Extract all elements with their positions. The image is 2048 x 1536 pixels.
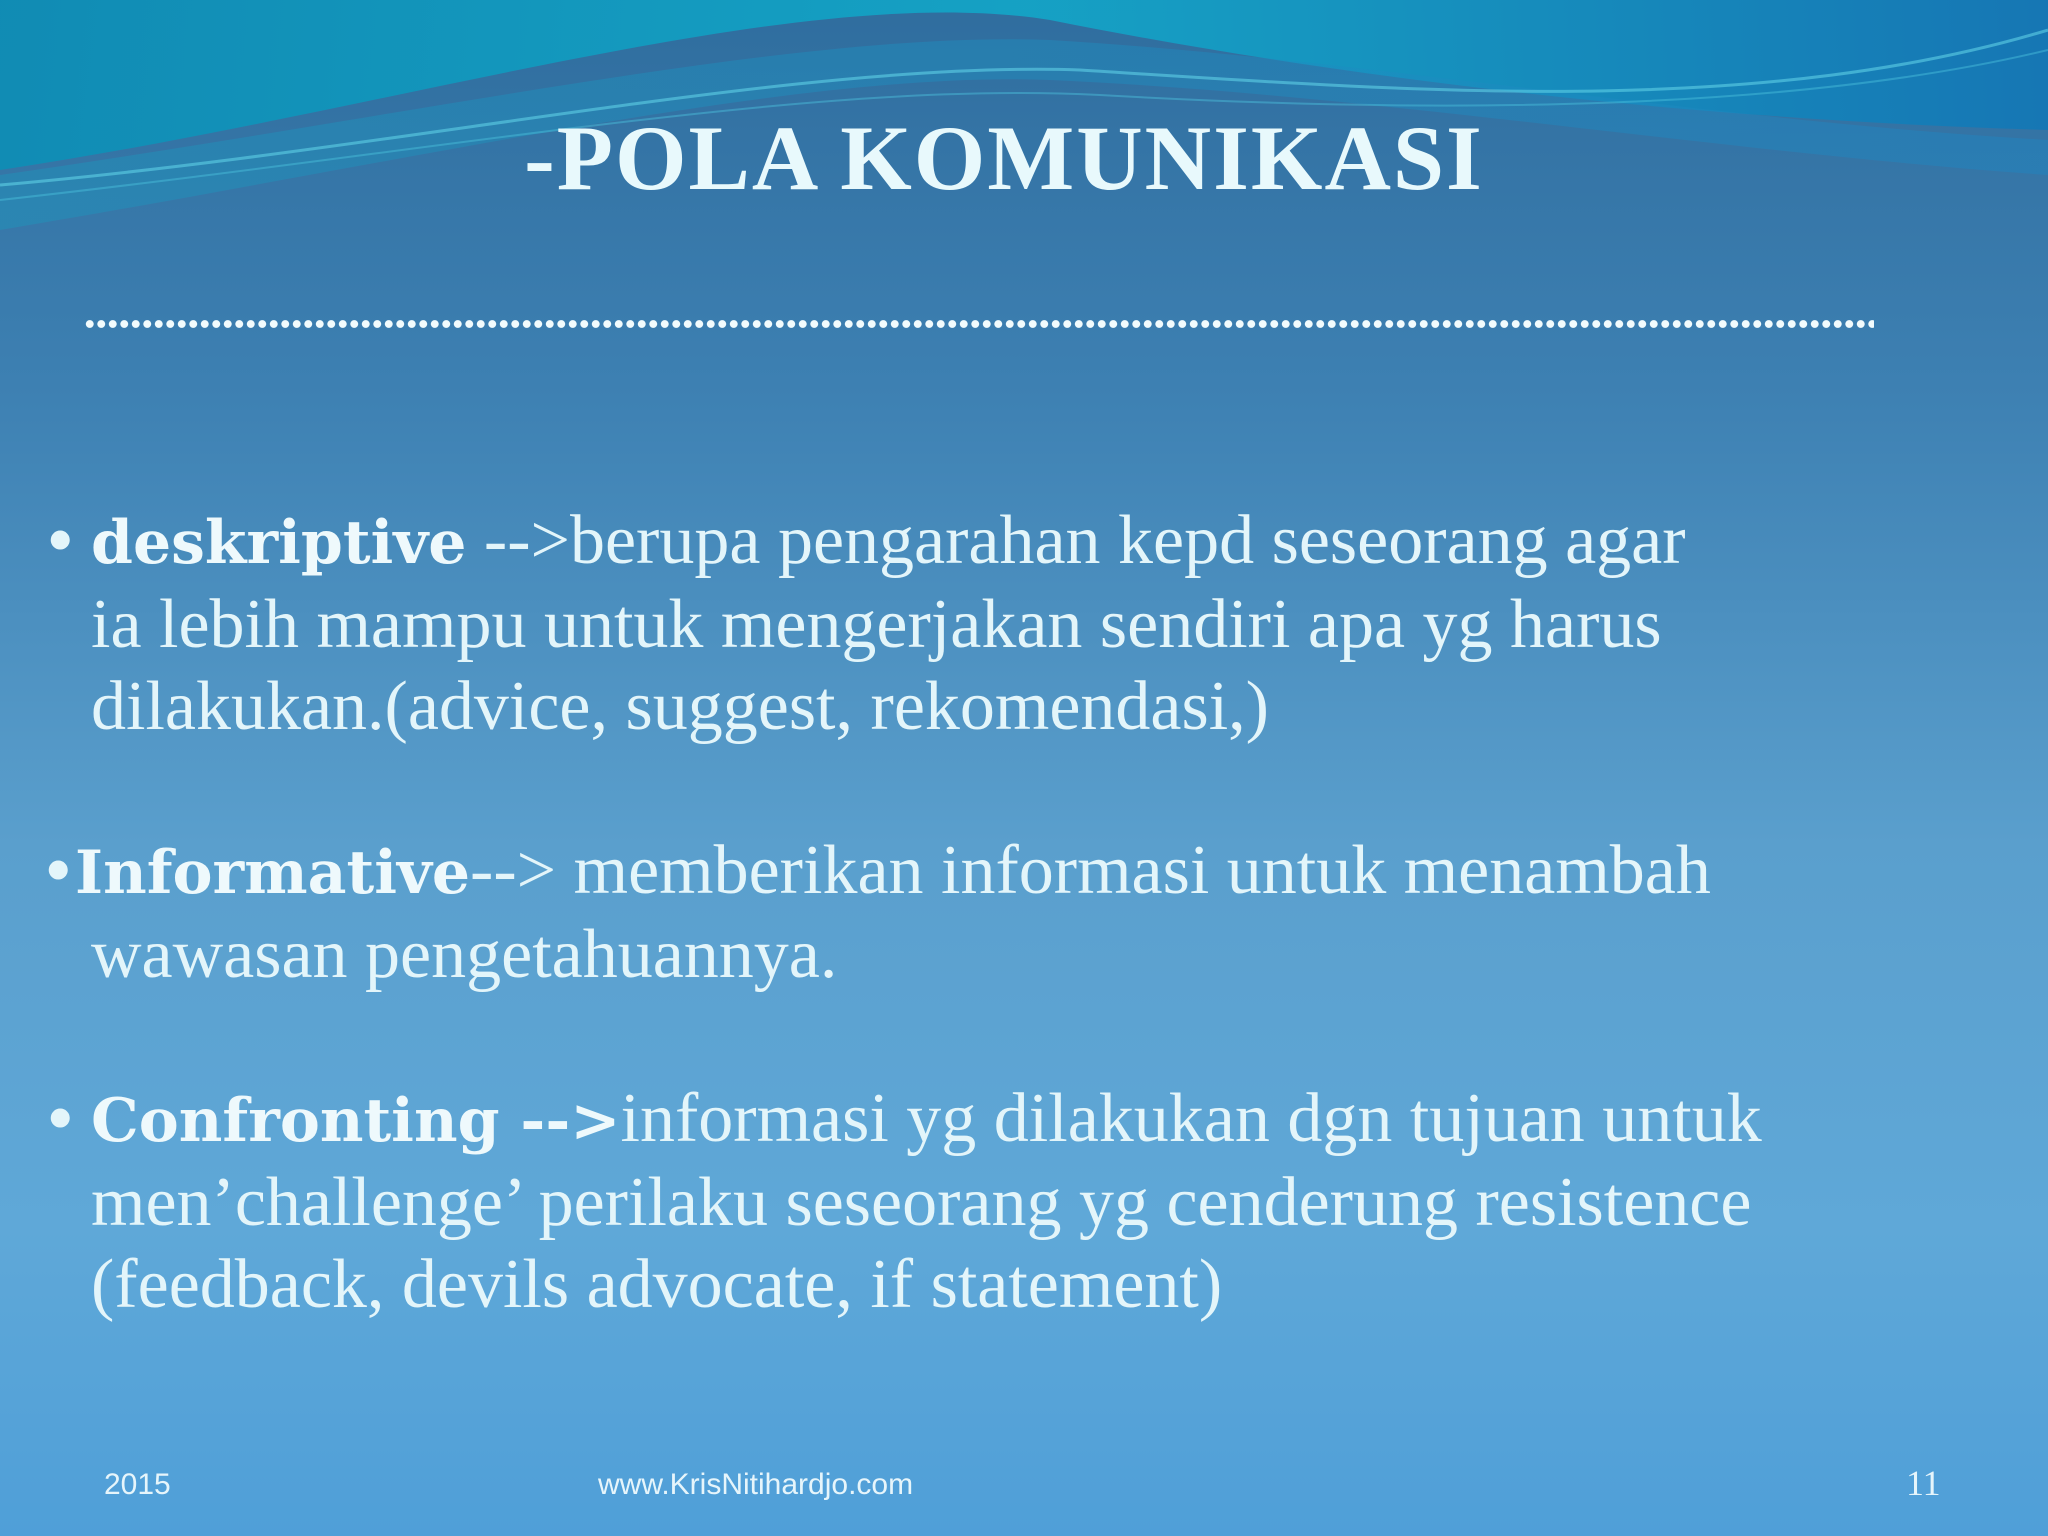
bullet-item-confronting bbox=[0, 1078, 2048, 1326]
page-number: 11 bbox=[1906, 1463, 1941, 1503]
bullet-text: -->berupa pengarahan kepd seseorang agar bbox=[466, 502, 1686, 579]
bullet-list bbox=[0, 500, 2048, 1326]
bullet-line: ia lebih mampu untuk mengerjakan sendiri apa yg harus bbox=[91, 586, 1662, 663]
bullet-line: wawasan pengetahuannya. bbox=[91, 916, 838, 993]
bullet-item-informative bbox=[0, 830, 2048, 996]
bullet-icon: • bbox=[48, 1080, 73, 1157]
bullet-line bbox=[91, 500, 2048, 584]
bullet-text: informasi yg dilakukan dgn tujuan untuk bbox=[620, 1080, 1762, 1157]
bullet-term: Informative bbox=[75, 838, 471, 908]
footer-year: 2015 bbox=[104, 1468, 171, 1501]
footer-website: www.KrisNitihardjo.com bbox=[598, 1468, 914, 1501]
bullet-icon: • bbox=[46, 832, 71, 909]
bullet-icon: • bbox=[48, 502, 73, 579]
bullet-text: --> memberikan informasi untuk menambah bbox=[470, 832, 1711, 909]
bullet-line: men’challenge’ perilaku seseorang yg cenderung resistence bbox=[91, 1164, 1752, 1241]
bullet-line bbox=[91, 1078, 2048, 1162]
bullet-term: Confronting --> bbox=[91, 1086, 621, 1156]
bullet-item-deskriptive bbox=[0, 500, 2048, 748]
bullet-line bbox=[75, 830, 2048, 914]
bullet-term: deskriptive bbox=[91, 508, 467, 578]
dotted-divider bbox=[84, 318, 1874, 330]
slide-title: -POLA KOMUNIKASI bbox=[524, 107, 1484, 209]
bullet-line: dilakukan.(advice, suggest, rekomendasi,) bbox=[91, 668, 1269, 745]
bullet-line: (feedback, devils advocate, if statement) bbox=[91, 1246, 1223, 1323]
